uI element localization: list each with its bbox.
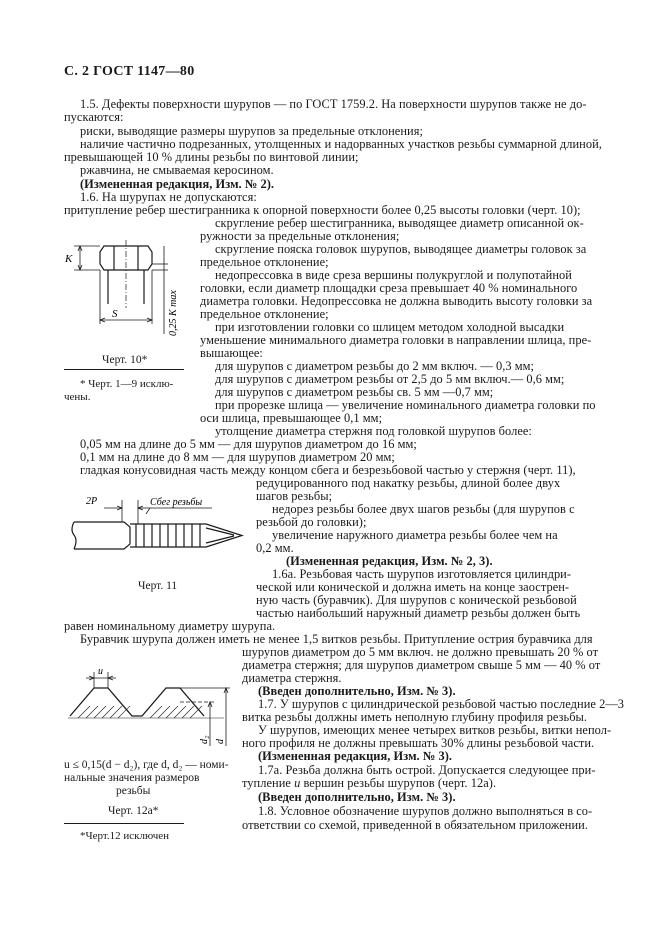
footnote-divider [64,369,184,370]
para-1-5-line5: превышающей 10 % длины резьбы по винтовой линии; [64,150,359,164]
para-1-8-line2: ответствии со схемой, приведенной в обязательном приложении. [242,818,588,832]
para-1-7-line4: ного профиля не должны превышать 30% длины резьбовой части. [242,736,595,750]
figure-12-caption: Черт. 12а* [108,805,159,817]
figure-11-drawing [64,494,244,574]
fig11-label-sbeg: Сбег резьбы [150,497,203,508]
para-1-6-r7: диаметра головки. Недопрессовка не должна выводить высоту головки за [200,294,593,308]
para-1-6-r4: предельное отклонение; [200,255,329,269]
para-1-6a-line4: частью наибольший наружный диаметр резьбы должен быть [256,606,581,620]
para-1-6-r9: при изготовлении головки со шлицем методом холодной высадки [215,320,565,334]
para-1-6-s3: недорез резьбы более двух шагов резьбы (для шурупов с [272,502,575,516]
para-1-7a-line2 [242,776,496,790]
para-1-7a-line1: 1.7а. Резьба должна быть острой. Допускается следующее при- [258,763,596,777]
para-1-6-line2: притупление ребер шестигранника к опорной поверхности более 0,25 высоты головки (черт. 10); [64,203,581,217]
figure-12-note: *Черт.12 исключен [80,830,170,842]
edition-note-2: (Измененная редакция, Изм. № 2, 3). [286,554,493,568]
para-1-6-r17: утолщение диаметра стержня под головкой шурупов более: [215,424,532,438]
para-1-6-r1: скругление ребер шестигранника, выводящее диаметр описанной ок- [215,216,584,230]
edition-note-5: (Введен дополнительно, Изм. № 3). [258,790,456,804]
para-1-7a-text-a: тупление [242,776,291,790]
para-1-7a-symbol-u: u [294,776,301,790]
para-1-6-r8: предельное отклонение; [200,307,329,321]
fig12-label-d2: d₂ [199,735,210,744]
para-1-6-r12: для шурупов с диаметром резьбы до 2 мм включ. — 0,3 мм; [215,359,535,373]
edition-note-1: (Измененная редакция, Изм. № 2). [80,177,275,191]
para-1-7-line3: У шурупов, имеющих менее четырех витков резьбы, витки непол- [258,723,612,737]
para-1-5-line3: риски, выводящие размеры шурупов за предельные отклонения; [80,124,423,138]
para-1-6a-line5: равен номинальному диаметру шурупа. [64,619,276,633]
para-1-6-f3: гладкая конусовидная часть между концом сбега и безрезьбовой частью у стержня (черт. 11), [80,463,576,477]
para-1-6-r3: скругление пояска головок шурупов, выводящее диаметры головок за [215,242,587,256]
para-1-6-s2: шагов резьбы; [256,489,333,503]
para-1-6-s6: 0,2 мм. [256,541,294,555]
figure-11-caption: Черт. 11 [138,580,178,592]
para-1-5-line2: пускаются: [64,110,124,124]
figure-12-formula-line2: нальные значения размеров [64,772,200,784]
figure-10-drawing [60,236,190,346]
para-1-6-r15: при прорезке шлица — увеличение номинального диаметра головки по [215,398,596,412]
para-1-8-line1: 1.8. Условное обозначение шурупов должно выполняться в со- [258,804,593,818]
footnote-divider-2 [64,823,184,824]
para-1-6a-line1: 1.6а. Резьбовая часть шурупов изготовляется цилиндри- [272,567,572,581]
para-1-6-r13: для шурупов с диаметром резьбы от 2,5 до 5 мм включ.— 0,6 мм; [215,372,565,386]
para-1-7a-text-b: вершин резьбы шурупов (черт. 12а). [303,776,497,790]
para-1-6a-line6: Буравчик шурупа должен иметь не менее 1,5 витков резьбы. Притупление острия буравчика для [80,632,593,646]
fig12-label-u: u [98,666,103,677]
para-1-6a-line3: ную часть (буравчик). Для шурупов с конической резьбовой [256,593,577,607]
para-1-6-s5: увеличение наружного диаметра резьбы более чем на [272,528,558,542]
para-1-5-line4: наличие частично подрезанных, утолщенных и надорванных участков резьбы суммарной длиной, [80,137,602,151]
fig11-label-2p: 2P [86,496,98,507]
para-1-6-r11: вышающее: [200,346,263,360]
figure-10-note-line1: * Черт. 1—9 исклю- [80,378,174,390]
para-1-6-r6: головки, если диаметр площадки среза превышает 40 % номинального [200,281,578,295]
figure-10-caption: Черт. 10* [102,354,148,366]
figure-10-note-line2: чены. [64,391,91,403]
para-1-6-r10: уменьшение минимального диаметра головки в направлении шлица, пре- [200,333,592,347]
figure-12-formula-line3: резьбы [116,785,151,797]
figure-12a-drawing [64,668,236,748]
figure-12-formula-line1: u ≤ 0,15(d − d₂), где d, d₂ — номи- [64,759,229,771]
para-1-6-f1: 0,05 мм на длине до 5 мм — для шурупов диаметром до 16 мм; [80,437,417,451]
fig10-label-k: K [65,253,73,265]
para-1-6-r14: для шурупов с диаметром резьбы св. 5 мм —0,7 мм; [215,385,494,399]
para-1-7-line2: витка резьбы должны иметь неполную глубину профиля резьбы. [242,710,588,724]
fig10-label-kmax: 0,25 K max [168,290,179,336]
edition-note-3: (Введен дополнительно, Изм. № 3). [258,684,456,698]
page-header: С. 2 ГОСТ 1147—80 [64,64,195,79]
para-1-6a-line2: ческой или конической и должна иметь на конце заострен- [256,580,570,594]
edition-note-4: (Измененная редакция, Изм. № 3). [258,749,453,763]
fig12-label-d: d [215,739,226,744]
para-1-7-line1: 1.7. У шурупов с цилиндрической резьбовой частью последние 2—3 [258,697,625,711]
para-1-5-line6: ржавчина, не смываемая керосином. [80,163,274,177]
para-1-6-r2: ружности за предельные отклонения; [200,229,400,243]
fig10-label-s: S [112,308,118,320]
para-1-6-r5: недопрессовка в виде среза вершины полукруглой и полупотайной [215,268,572,282]
para-1-6-line1: 1.6. На шурупах не допускаются: [80,190,257,204]
para-1-6a-u3: диаметра стержня. [242,671,342,685]
para-1-6a-u1: шурупов диаметром до 5 мм включ. не должно превышать 20 % от [242,645,599,659]
para-1-6-s4: резьбой до головки); [256,515,367,529]
para-1-6a-u2: диаметра стержня; для шурупов диаметром свыше 5 мм — 40 % от [242,658,601,672]
para-1-6-f2: 0,1 мм на длине до 8 мм — для шурупов диаметром 20 мм; [80,450,395,464]
para-1-6-s1: редуцированного под накатку резьбы, длиной более двух [256,476,561,490]
para-1-6-r16: оси шлица, превышающее 0,1 мм; [200,411,383,425]
para-1-5-line1: 1.5. Дефекты поверхности шурупов — по ГОСТ 1759.2. На поверхности шурупов также не до- [80,97,587,111]
